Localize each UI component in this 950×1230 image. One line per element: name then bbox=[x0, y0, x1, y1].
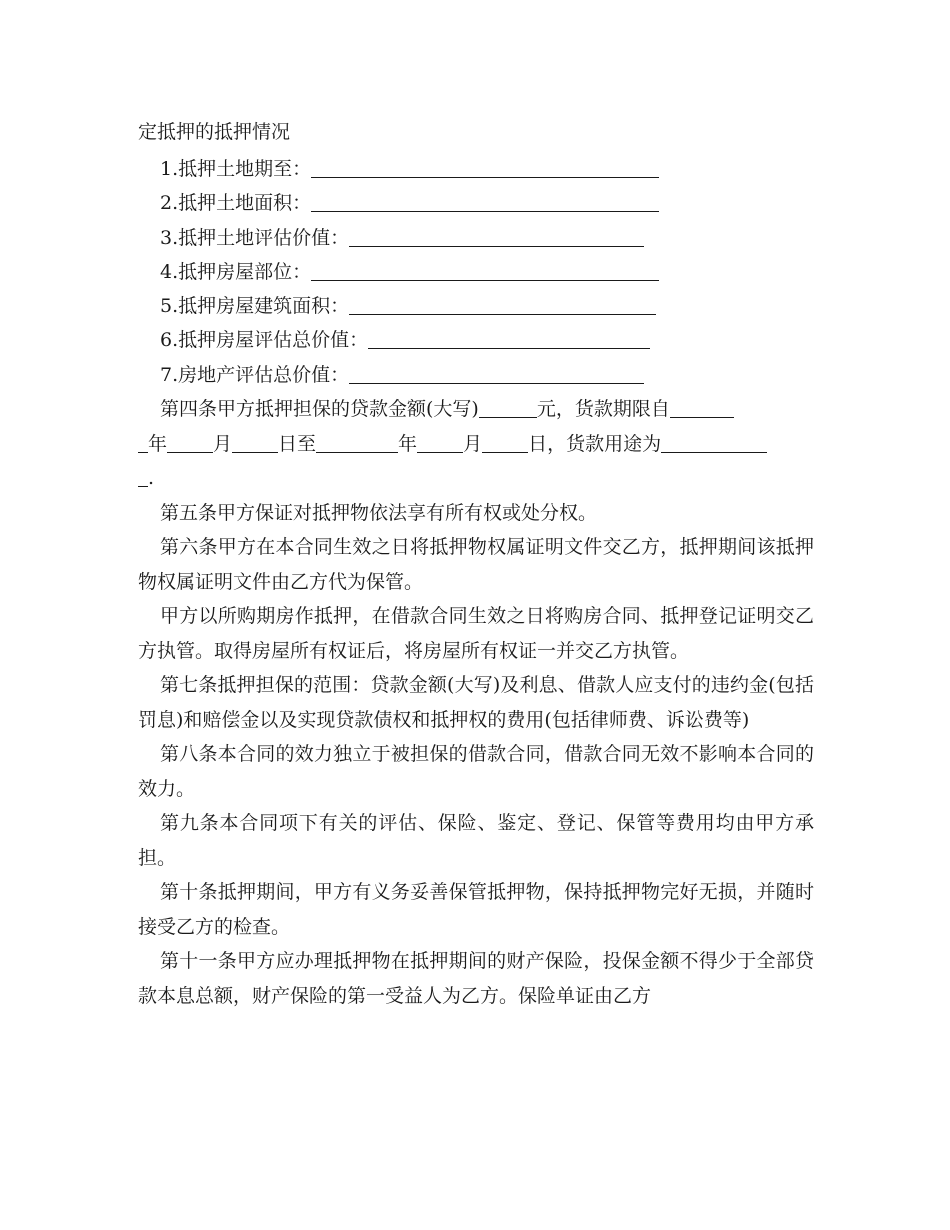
text-run: 第四条甲方抵押担保的贷款金额(大写) bbox=[160, 398, 479, 420]
list-item bbox=[160, 186, 659, 220]
text-run: 月 bbox=[213, 432, 233, 455]
blank-field[interactable] bbox=[311, 155, 659, 178]
text-run: 日至 bbox=[278, 432, 317, 455]
blank-field[interactable] bbox=[167, 430, 213, 453]
article-4-paragraph bbox=[138, 392, 814, 496]
mortgage-item-list bbox=[160, 152, 659, 392]
item-label: 7.房地产评估总价值： bbox=[160, 363, 350, 386]
text-run: 元，货款期限自 bbox=[536, 398, 670, 420]
contract-body bbox=[138, 392, 814, 1013]
item-label: 5.抵押房屋建筑面积： bbox=[160, 295, 350, 318]
text-run: 日，货款用途为 bbox=[528, 432, 662, 455]
list-item bbox=[160, 152, 659, 186]
blank-field[interactable] bbox=[311, 258, 659, 281]
blank-field[interactable] bbox=[479, 395, 537, 418]
blank-field[interactable] bbox=[670, 395, 734, 418]
text-run: . bbox=[148, 467, 155, 489]
list-item bbox=[160, 221, 659, 255]
item-label: 3.抵押土地评估价值： bbox=[160, 226, 350, 249]
paragraph: 第七条抵押担保的范围：贷款金额(大写)及利息、借款人应支付的违约金(包括罚息)和赔偿金以及实现贷款债权和抵押权的费用(包括律师费、诉讼费等) bbox=[138, 674, 814, 731]
blank-field[interactable] bbox=[349, 361, 644, 384]
list-item bbox=[160, 289, 659, 323]
blank-field[interactable] bbox=[482, 430, 528, 453]
text-run: 月 bbox=[463, 432, 483, 455]
text-run: 年 bbox=[148, 432, 168, 455]
paragraph: 第十一条甲方应办理抵押物在抵押期间的财产保险，投保金额不得少于全部贷款本息总额，财产保险的第一受益人为乙方。保险单证由乙方 bbox=[138, 950, 814, 1007]
blank-field[interactable] bbox=[417, 430, 463, 453]
item-label: 6.抵押房屋评估总价值： bbox=[160, 329, 369, 352]
blank-field[interactable] bbox=[138, 430, 148, 453]
paragraph: 甲方以所购期房作抵押，在借款合同生效之日将购房合同、抵押登记证明交乙方执管。取得房屋所有权证后，将房屋所有权证一并交乙方执管。 bbox=[138, 605, 814, 662]
list-item bbox=[160, 323, 659, 357]
section-heading: 定抵押的抵押情况 bbox=[138, 121, 291, 143]
paragraph: 第九条本合同项下有关的评估、保险、鉴定、登记、保管等费用均由甲方承担。 bbox=[138, 812, 814, 869]
blank-field[interactable] bbox=[349, 292, 656, 315]
text-run: 年 bbox=[398, 432, 418, 455]
item-label: 4.抵押房屋部位： bbox=[160, 260, 312, 283]
blank-field[interactable] bbox=[349, 224, 644, 247]
list-item bbox=[160, 358, 659, 392]
blank-field[interactable] bbox=[316, 430, 398, 453]
blank-field[interactable] bbox=[368, 326, 650, 349]
blank-field[interactable] bbox=[232, 430, 278, 453]
list-item bbox=[160, 255, 659, 289]
blank-field[interactable] bbox=[138, 464, 148, 487]
item-label: 1.抵押土地期至： bbox=[160, 158, 312, 180]
item-label: 2.抵押土地面积： bbox=[160, 192, 312, 215]
blank-field[interactable] bbox=[311, 189, 659, 212]
paragraph: 第五条甲方保证对抵押物依法享有所有权或处分权。 bbox=[160, 501, 598, 524]
paragraph: 第十条抵押期间，甲方有义务妥善保管抵押物，保持抵押物完好无损，并随时接受乙方的检查。 bbox=[138, 881, 814, 938]
paragraph: 第六条甲方在本合同生效之日将抵押物权属证明文件交乙方，抵押期间该抵押物权属证明文件由乙方代为保管。 bbox=[138, 536, 814, 593]
paragraph: 第八条本合同的效力独立于被担保的借款合同，借款合同无效不影响本合同的效力。 bbox=[138, 743, 814, 800]
blank-field[interactable] bbox=[661, 430, 767, 453]
